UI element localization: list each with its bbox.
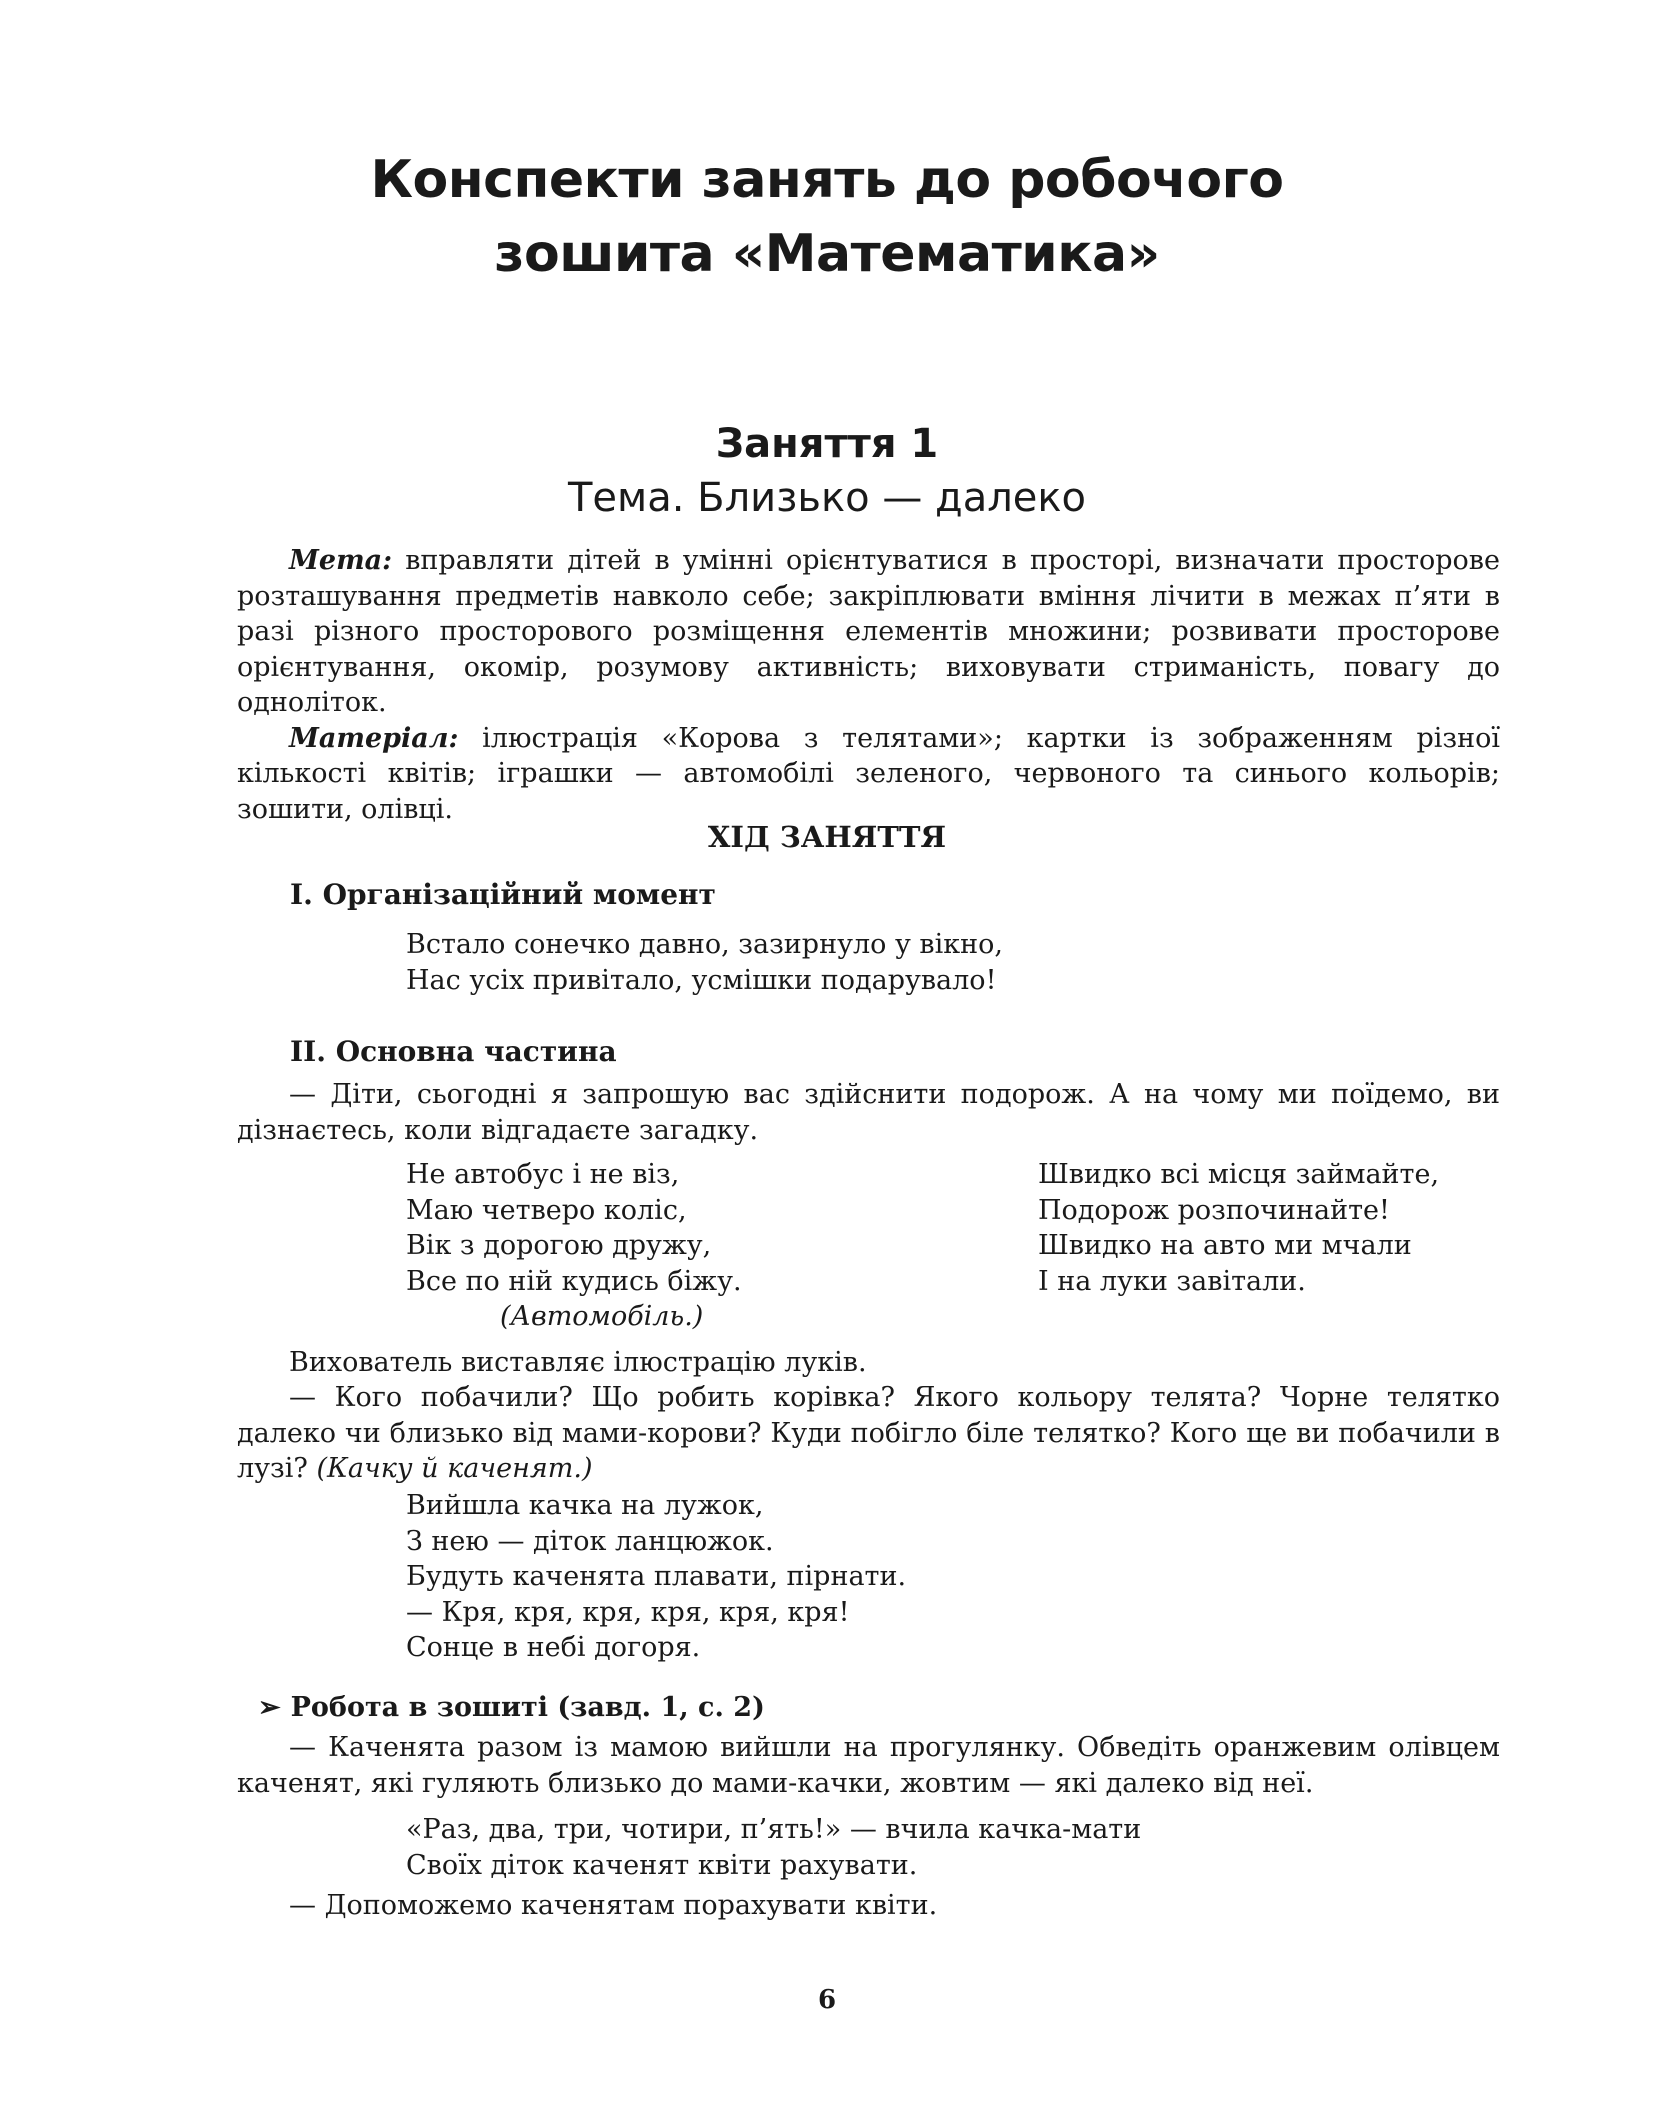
part2-intro [237,1077,1500,1148]
arrow-bullet-icon: ➢ [258,1692,281,1723]
goal-paragraph [237,543,1500,721]
verse-line: Швидко на авто ми мчали [1038,1230,1412,1261]
questions-text: — Кого побачили? Що робить корівка? Якого кольору телята? Чорне телятко далеко чи близько від мами-корови? Куди побігло біле телятко? Кого ще ви побачили в лузі? [237,1382,1500,1484]
verse-line: Подорож розпочинайте! [1038,1194,1390,1226]
goal-text: вправляти дітей в умінні орієнтуватися в просторі, визначати просторове розташування предметів навколо себе; закріплювати вміння лічити в межах п’яти в разі різного просторового розміщення елементів множини; розвивати просторове орієнтування, окомір, розумову активність; виховувати стриманість, повагу до одноліток. [237,545,1500,718]
section-heading: ХІД ЗАНЯТТЯ [707,820,947,854]
verse-line: Вийшла качка на лужок, [406,1490,764,1521]
task-heading [258,1692,765,1723]
questions-block [237,1380,1500,1487]
verse-line: З нею — діток ланцюжок. [406,1525,774,1557]
questions-paragraph [237,1380,1500,1487]
riddle-right [1038,1157,1439,1299]
title-line-2: зошита «Математика» [494,224,1160,284]
educator-line: Вихователь виставляє ілюстрацію луків. [289,1347,867,1378]
riddle-left [406,1157,742,1335]
material-paragraph [237,721,1500,828]
intro-paragraph: — Діти, сьогодні я запрошую вас здійснити подорож. А на чому ми поїдемо, ви дізнаєтесь, коли відгадаєте загадку. [237,1079,1500,1146]
verse-line: Сонце в небі догоря. [406,1632,701,1663]
verse-line: «Раз, два, три, чотири, п’ять!» — вчила качка-мати [406,1814,1142,1845]
goal-label: Мета: [289,545,393,576]
verse-line: Все по ній кудись біжу. [406,1265,742,1297]
page-number: 6 [817,1985,837,2015]
title-line-1: Конспекти занять до робочого [370,150,1284,210]
verse-line: І на луки завітали. [1038,1265,1306,1297]
material-label: Матеріал: [289,722,459,754]
document-title [0,143,1654,291]
duck-verse [406,1488,906,1666]
counting-verse [406,1812,1141,1883]
material-text: ілюстрація «Корова з телятами»; картки із зображенням різної кількості квітів; іграшки — автомобілі зеленого, червоного та синього кольорів; зошити, олівці. [237,722,1500,825]
verse-line: — Кря, кря, кря, кря, кря, кря! [406,1596,850,1628]
task-block [237,1730,1500,1801]
greeting-verse [406,927,1003,998]
verse-line: Маю четверо коліс, [406,1194,687,1226]
verse-line: Встало сонечко давно, зазирнуло у вікно, [406,929,1003,960]
task-heading-text: Робота в зошиті (завд. 1, с. 2) [290,1692,765,1723]
lesson-topic: Тема. Близько — далеко [567,475,1087,521]
part1-heading: І. Організаційний момент [290,878,716,911]
task-paragraph: — Каченята разом із мамою вийшли на прогулянку. Обведіть оранжевим олівцем каченят, які гуляють близько до мами-качки, жовтим — які далеко від неї. [237,1732,1500,1799]
verse-line: Будуть каченята плавати, пірнати. [406,1561,907,1592]
closing-line: — Допоможемо каченятам порахувати квіти. [289,1890,938,1921]
verse-line: Швидко всі місця займайте, [1038,1159,1440,1190]
lesson-objectives [237,543,1500,827]
verse-line: Своїх діток каченят квіти рахувати. [406,1849,918,1881]
verse-line: Нас усіх привітало, усмішки подарувало! [406,964,997,996]
lesson-number: Заняття 1 [715,421,939,467]
verse-line: Вік з дорогою дружу, [406,1230,712,1261]
questions-answer: (Качку й каченят.) [316,1453,593,1484]
riddle-answer: (Автомобіль.) [500,1301,704,1332]
part2-heading: ІІ. Основна частина [290,1035,617,1068]
verse-line: Не автобус і не віз, [406,1159,680,1190]
